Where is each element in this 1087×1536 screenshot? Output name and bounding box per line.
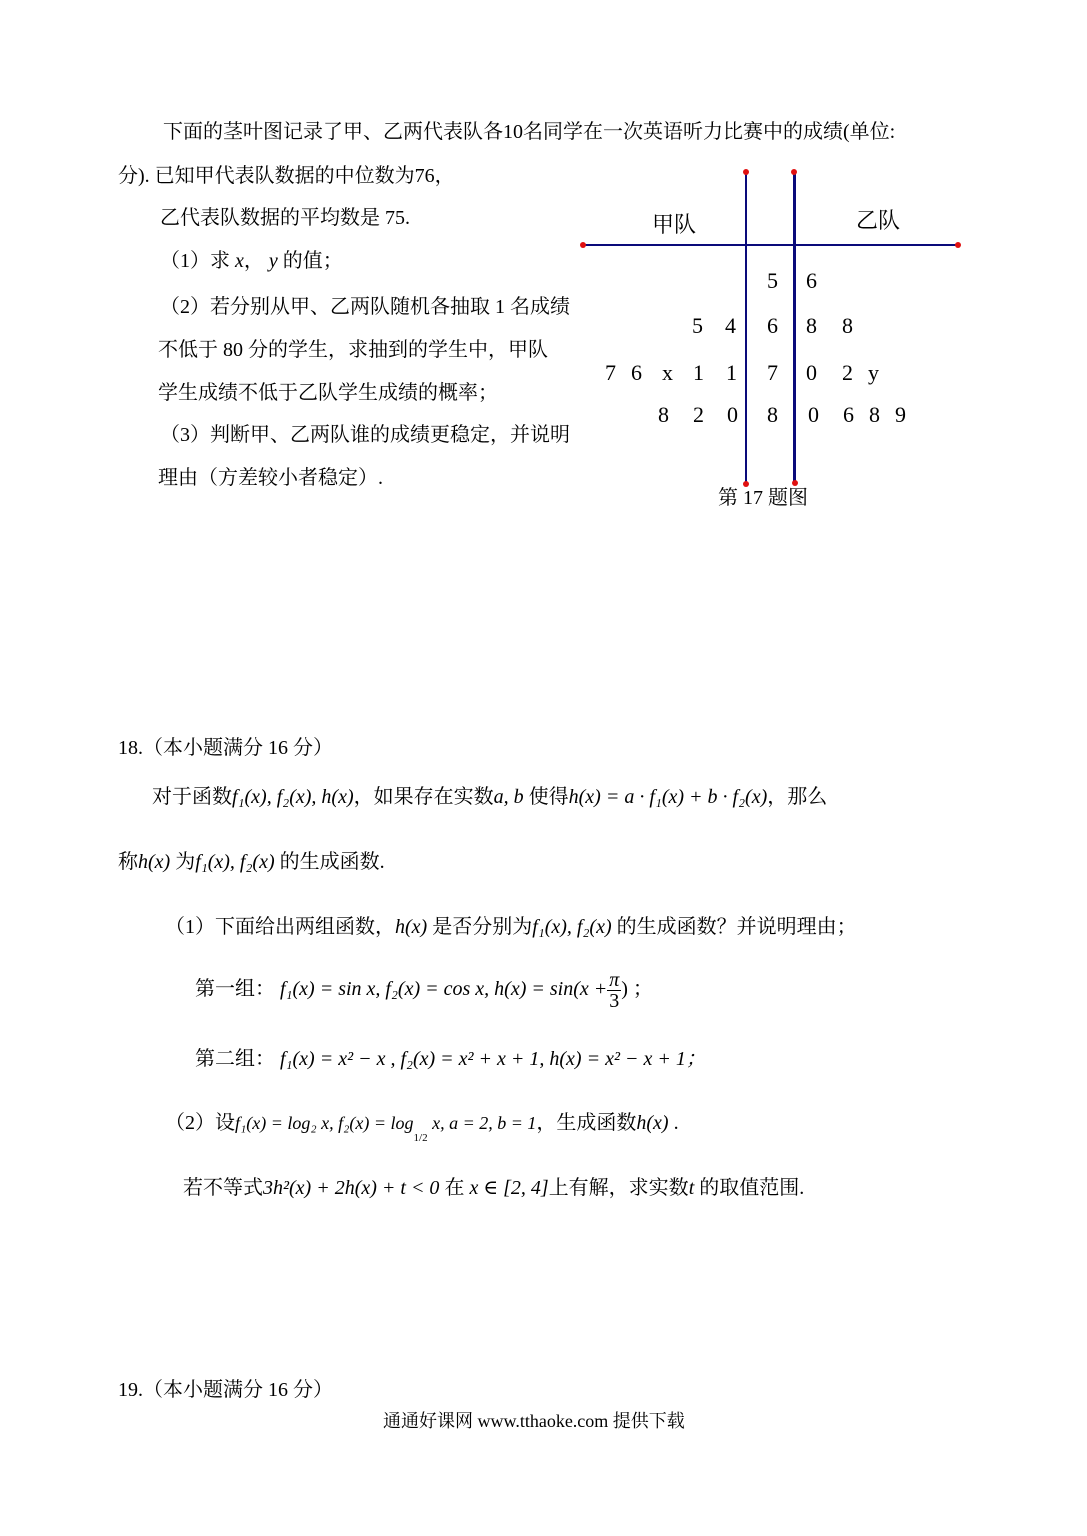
math: 3h²(x) + 2h(x) + t < 0: [263, 1177, 440, 1199]
math: f₁(x), f₂(x): [532, 916, 612, 938]
left-leaf: 2: [693, 402, 704, 427]
denominator: 3: [609, 990, 620, 1012]
math: h(x): [395, 916, 428, 938]
text: （2）设: [165, 1112, 235, 1134]
left-leaf: x: [662, 360, 673, 385]
left-leaf: 0: [727, 402, 738, 427]
text: ) ；: [621, 978, 653, 1001]
q18-title: 18.（本小题满分 16 分）: [118, 737, 333, 759]
math: h(x): [138, 851, 171, 873]
stem-value: 6: [767, 313, 778, 338]
var-y: y: [268, 250, 278, 272]
math: x ∈ [2, 4]: [469, 1177, 549, 1199]
q17-intro-line3: 乙代表队数据的平均数是 75.: [160, 207, 410, 229]
text: 的生成函数？并说明理由；: [616, 916, 857, 938]
stem-value: 5: [767, 268, 778, 293]
text: 使得: [528, 786, 569, 808]
q18-group2: [195, 1049, 706, 1069]
math: f₁(x) = x² − x , f₂(x) = x² + x + 1, h(x) = x² − x + 1；: [280, 1048, 706, 1070]
left-leaf: 4: [725, 313, 736, 338]
q17-part3-line1: （3）判断甲、乙两队谁的成绩更稳定，并说明: [160, 424, 570, 446]
right-stem-line: [793, 172, 796, 484]
endpoint-dot: [955, 242, 961, 248]
left-leaf: 6: [631, 360, 642, 385]
q18-definition-line1: [152, 787, 827, 807]
text: （1）求: [160, 250, 230, 272]
q17-part2-line3: 学生成绩不低于乙队学生成绩的概率；: [158, 382, 498, 404]
stem-value: 8: [767, 402, 778, 427]
var-x: x: [235, 250, 244, 272]
endpoint-dot: [743, 169, 749, 175]
left-leaf: 8: [658, 402, 669, 427]
math: x, a = 2, b = 1: [427, 1113, 537, 1133]
q18-definition-line2: [118, 852, 385, 872]
q17-part3-line2: 理由（方差较小者稳定）.: [158, 467, 383, 489]
right-header: 乙队: [856, 208, 901, 233]
q18-part2-line2: [183, 1178, 804, 1198]
left-stem-line: [745, 172, 747, 484]
q17-intro-line1: 下面的茎叶图记录了甲、乙两代表队各10名同学在一次英语听力比赛中的成绩(单位:: [163, 121, 896, 143]
left-leaf: 7: [605, 360, 616, 385]
left-header: 甲队: [652, 212, 697, 237]
endpoint-dot: [792, 480, 798, 486]
q17-intro-line2: 分). 已知甲代表队数据的中位数为76，: [118, 165, 455, 187]
text: 的生成函数.: [279, 851, 385, 873]
right-leaf: 6: [806, 268, 817, 293]
text: 在: [444, 1177, 465, 1199]
right-leaf: y: [868, 360, 879, 385]
endpoint-dot: [580, 242, 586, 248]
fraction: [607, 970, 621, 1011]
text: 上有解，求实数: [548, 1177, 689, 1199]
endpoint-dot: [791, 169, 797, 175]
text: 是否分别为: [432, 916, 533, 938]
footer: 通通好课网 www.tthaoke.com 提供下载: [383, 1411, 685, 1431]
text: ，那么: [767, 786, 828, 808]
math: f₁(x), f₂(x): [195, 851, 275, 873]
text: （1）下面给出两组函数，: [165, 916, 395, 938]
log-base: 1/2: [413, 1132, 428, 1144]
text: 第二组：: [195, 1048, 275, 1070]
text: 称: [118, 851, 138, 873]
math: h(x): [636, 1112, 669, 1134]
text: ，生成函数: [536, 1112, 637, 1134]
text: 第一组：: [195, 978, 275, 1001]
math: f₁(x) = log₂ x, f₂(x) = log: [235, 1113, 414, 1133]
horizontal-axis-line: [583, 244, 959, 246]
math: a, b: [493, 786, 524, 808]
text: 的值；: [282, 250, 343, 272]
text: 为: [175, 851, 196, 873]
text: 的取值范围.: [699, 1177, 805, 1199]
right-leaf: 8: [842, 313, 853, 338]
math: f₁(x), f₂(x), h(x): [232, 786, 354, 808]
text: ，如果存在实数: [353, 786, 494, 808]
q17-part2-line2: 不低于 80 分的学生，求抽到的学生中，甲队: [158, 339, 548, 361]
left-leaf: 1: [726, 360, 737, 385]
math: f₁(x) = sin x, f₂(x) = cos x, h(x) = sin(x +: [280, 978, 608, 1001]
right-leaf: 9: [895, 402, 906, 427]
numerator: π: [609, 969, 620, 991]
right-leaf: 0: [806, 360, 817, 385]
right-leaf: 6: [843, 402, 854, 427]
text: ，: [243, 250, 264, 272]
figure-caption: 第 17 题图: [718, 487, 808, 509]
q19-title: 19.（本小题满分 16 分）: [118, 1379, 333, 1401]
text: 若不等式: [183, 1177, 263, 1199]
math: h(x) = a · f₁(x) + b · f₂(x): [568, 786, 768, 808]
q18-part1: [165, 917, 857, 937]
right-leaf: 8: [869, 402, 880, 427]
right-leaf: 2: [842, 360, 853, 385]
q17-part1: [160, 251, 343, 271]
right-leaf: 8: [806, 313, 817, 338]
math: t: [688, 1177, 695, 1199]
left-leaf: 5: [692, 313, 703, 338]
text: .: [668, 1112, 679, 1134]
text: 对于函数: [152, 786, 232, 808]
left-leaf: 1: [693, 360, 704, 385]
q18-group1: [195, 970, 653, 1011]
q18-part2-line1: [165, 1113, 679, 1144]
stem-value: 7: [767, 360, 778, 385]
right-leaf: 0: [808, 402, 819, 427]
q17-part2-line1: （2）若分别从甲、乙两队随机各抽取 1 名成绩: [160, 296, 570, 318]
